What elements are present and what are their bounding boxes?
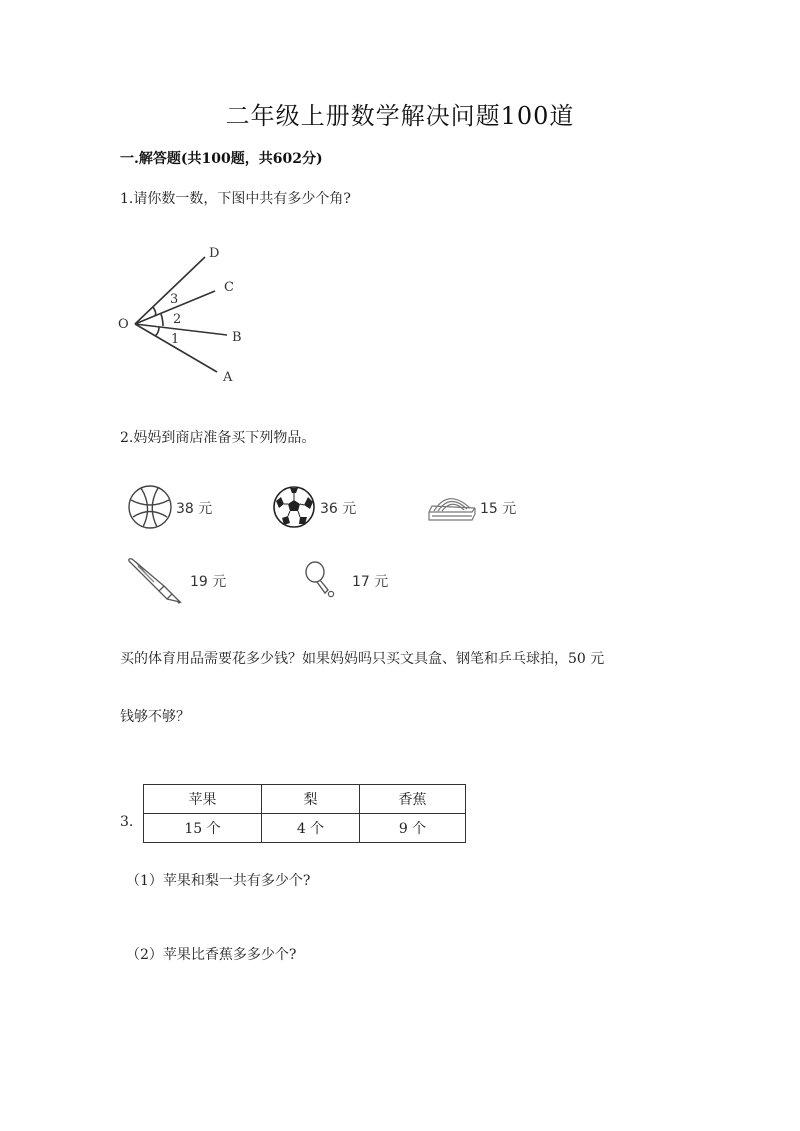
table-header-row xyxy=(144,785,466,814)
question-3-number: 3. xyxy=(120,814,134,830)
table-cell: 15 个 xyxy=(144,814,262,843)
question-1-text: 1.请你数一数，下图中共有多少个角? xyxy=(120,191,351,207)
ray-label-c: C xyxy=(224,280,234,295)
table-header-cell: 梨 xyxy=(262,785,360,814)
pen-icon xyxy=(126,556,186,606)
price-soccer-ball: 36 元 xyxy=(320,501,357,517)
question-3-sub-1: （1）苹果和梨一共有多少个? xyxy=(126,873,311,889)
ray-label-b: B xyxy=(232,330,242,345)
angle-arc-3 xyxy=(153,307,156,316)
page-title: 二年级上册数学解决问题100道 xyxy=(225,102,575,130)
price-ping-pong-paddle: 17 元 xyxy=(352,574,389,590)
ray-label-d: D xyxy=(209,246,220,261)
price-basketball: 38 元 xyxy=(176,501,213,517)
price-pencil-box: 15 元 xyxy=(480,501,517,517)
price-pen: 19 元 xyxy=(190,574,227,590)
soccer-ball-icon xyxy=(272,485,316,529)
ray-label-a: A xyxy=(223,370,233,385)
table-cell: 9 个 xyxy=(360,814,466,843)
ray-od xyxy=(135,257,205,324)
vertex-label-o: O xyxy=(118,317,129,332)
angle-arc-2 xyxy=(161,314,163,326)
question-2-text: 2.妈妈到商店准备买下列物品。 xyxy=(120,430,316,446)
ping-pong-paddle-icon xyxy=(302,558,338,598)
angle-arc-1 xyxy=(155,327,159,336)
table-header-cell: 苹果 xyxy=(144,785,262,814)
fruit-count-table xyxy=(143,784,466,843)
table-header-cell: 香蕉 xyxy=(360,785,466,814)
pencil-box-icon xyxy=(426,488,478,524)
angle-label-1: 1 xyxy=(171,332,180,347)
table-row xyxy=(144,814,466,843)
question-2-prompt-line-1: 买的体育用品需要花多少钱？如果妈妈吗只买文具盒、钢笔和乒乓球拍，50 元 xyxy=(120,651,605,667)
basketball-icon xyxy=(127,484,173,530)
angle-label-3: 3 xyxy=(170,292,179,307)
angle-label-2: 2 xyxy=(173,312,182,327)
angle-diagram xyxy=(115,240,265,390)
question-2-prompt-line-2: 钱够不够？ xyxy=(120,709,190,725)
question-3-sub-2: （2）苹果比香蕉多多少个? xyxy=(126,947,297,963)
table-cell: 4 个 xyxy=(262,814,360,843)
section-heading: 一.解答题(共100题，共602分) xyxy=(120,151,323,167)
